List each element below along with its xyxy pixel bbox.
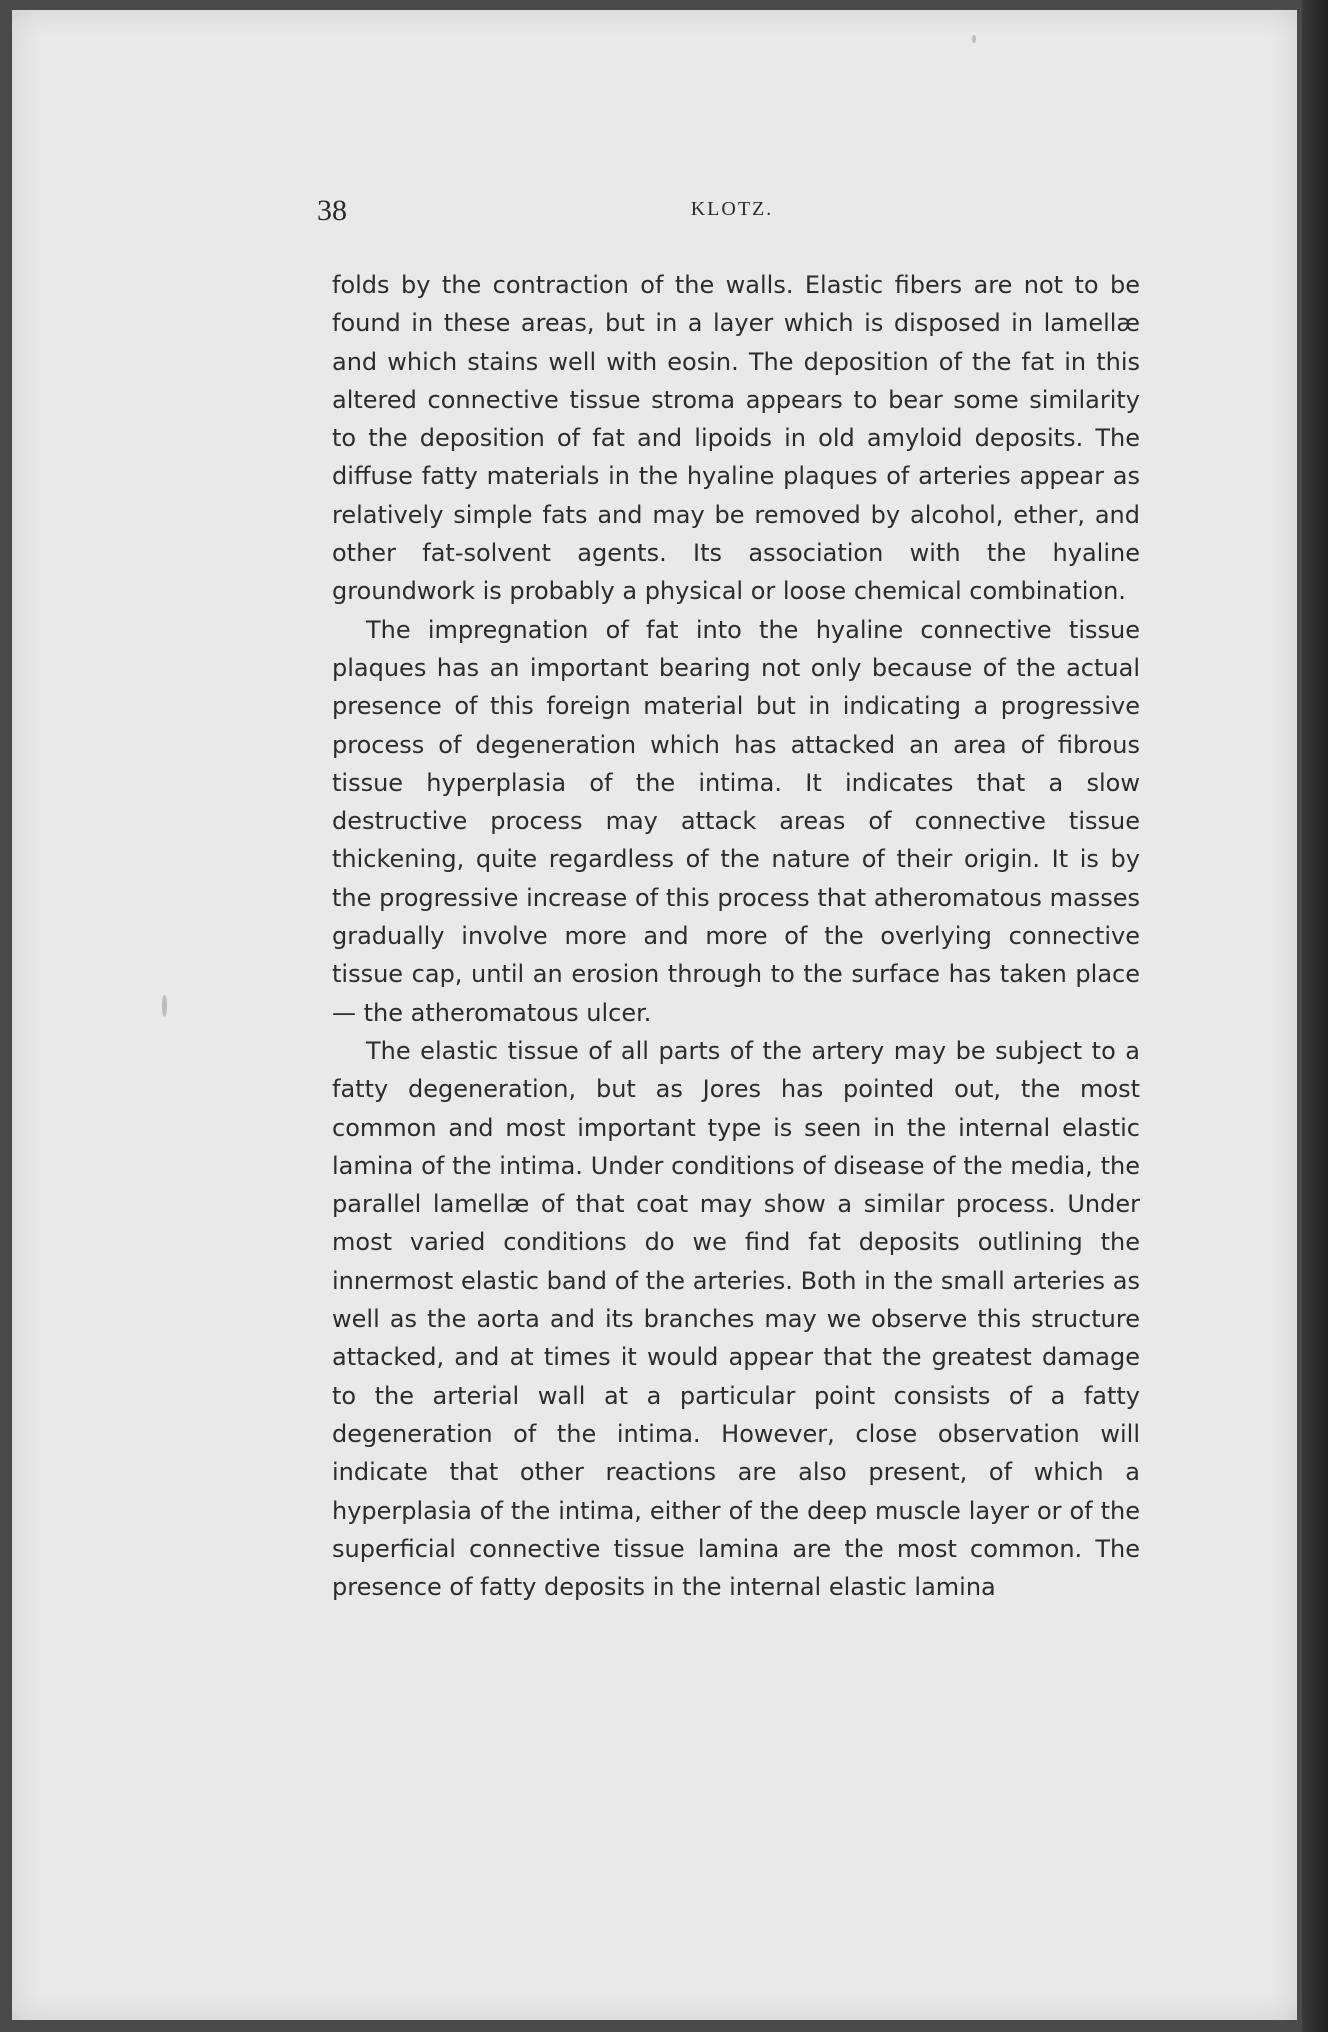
book-page [12,10,1297,2020]
running-head: KLOTZ. [690,198,774,220]
binding-edge [1302,0,1328,2032]
paper-speck [162,995,167,1017]
paragraph: The elastic tissue of all parts of the artery may be subject to a fatty degeneration, but as Jores has pointed out, the most common and most important type is seen in the internal elastic lamina of the intima. Under conditions of disease of the media, the parallel lamellæ of that coat may show a similar process. Under most varied conditions do we find fat deposits outlining the innermost elastic band of the arteries. Both in the small arteries as well as the aorta and its branches may we observe this structure attacked, and at times it would appear that the greatest damage to the arterial wall at a particular point consists of a fatty degeneration of the intima. However, close observation will indicate that other reactions are also present, of which a hyperplasia of the intima, either of the deep muscle layer or of the superficial connective tissue lamina are the most common. The presence of fatty deposits in the internal elastic lamina [332,1036,1140,1602]
page-header [317,194,1147,234]
paragraph: folds by the contraction of the walls. Elastic fibers are not to be found in these areas, but in a layer which is disposed in lamellæ and which stains well with eosin. The deposition of the fat in this altered connective tissue stroma appears to bear some similarity to the deposition of fat and lipoids in old amyloid deposits. The diffuse fatty materials in the hyaline plaques of arteries appear as relatively simple fats and may be removed by alcohol, ether, and other fat-solvent agents. Its association with the hyaline groundwork is probably a physical or loose chemical combination. [332,271,1140,606]
body-text [332,266,1140,1606]
paper-speck [972,35,976,43]
page-number: 38 [317,194,347,227]
paragraph: The impregnation of fat into the hyaline connective tissue plaques has an important bearing not only because of the actual presence of this foreign material but in indicating a progressive process of degeneration which has attacked an area of fibrous tissue hyperplasia of the intima. It indicates that a slow destructive process may attack areas of connective tissue thickening, quite regardless of the nature of their origin. It is by the progressive increase of this process that atheromatous masses gradually involve more and more of the overlying connective tissue cap, until an erosion through to the surface has taken place — the atheromatous ulcer. [332,615,1140,1027]
